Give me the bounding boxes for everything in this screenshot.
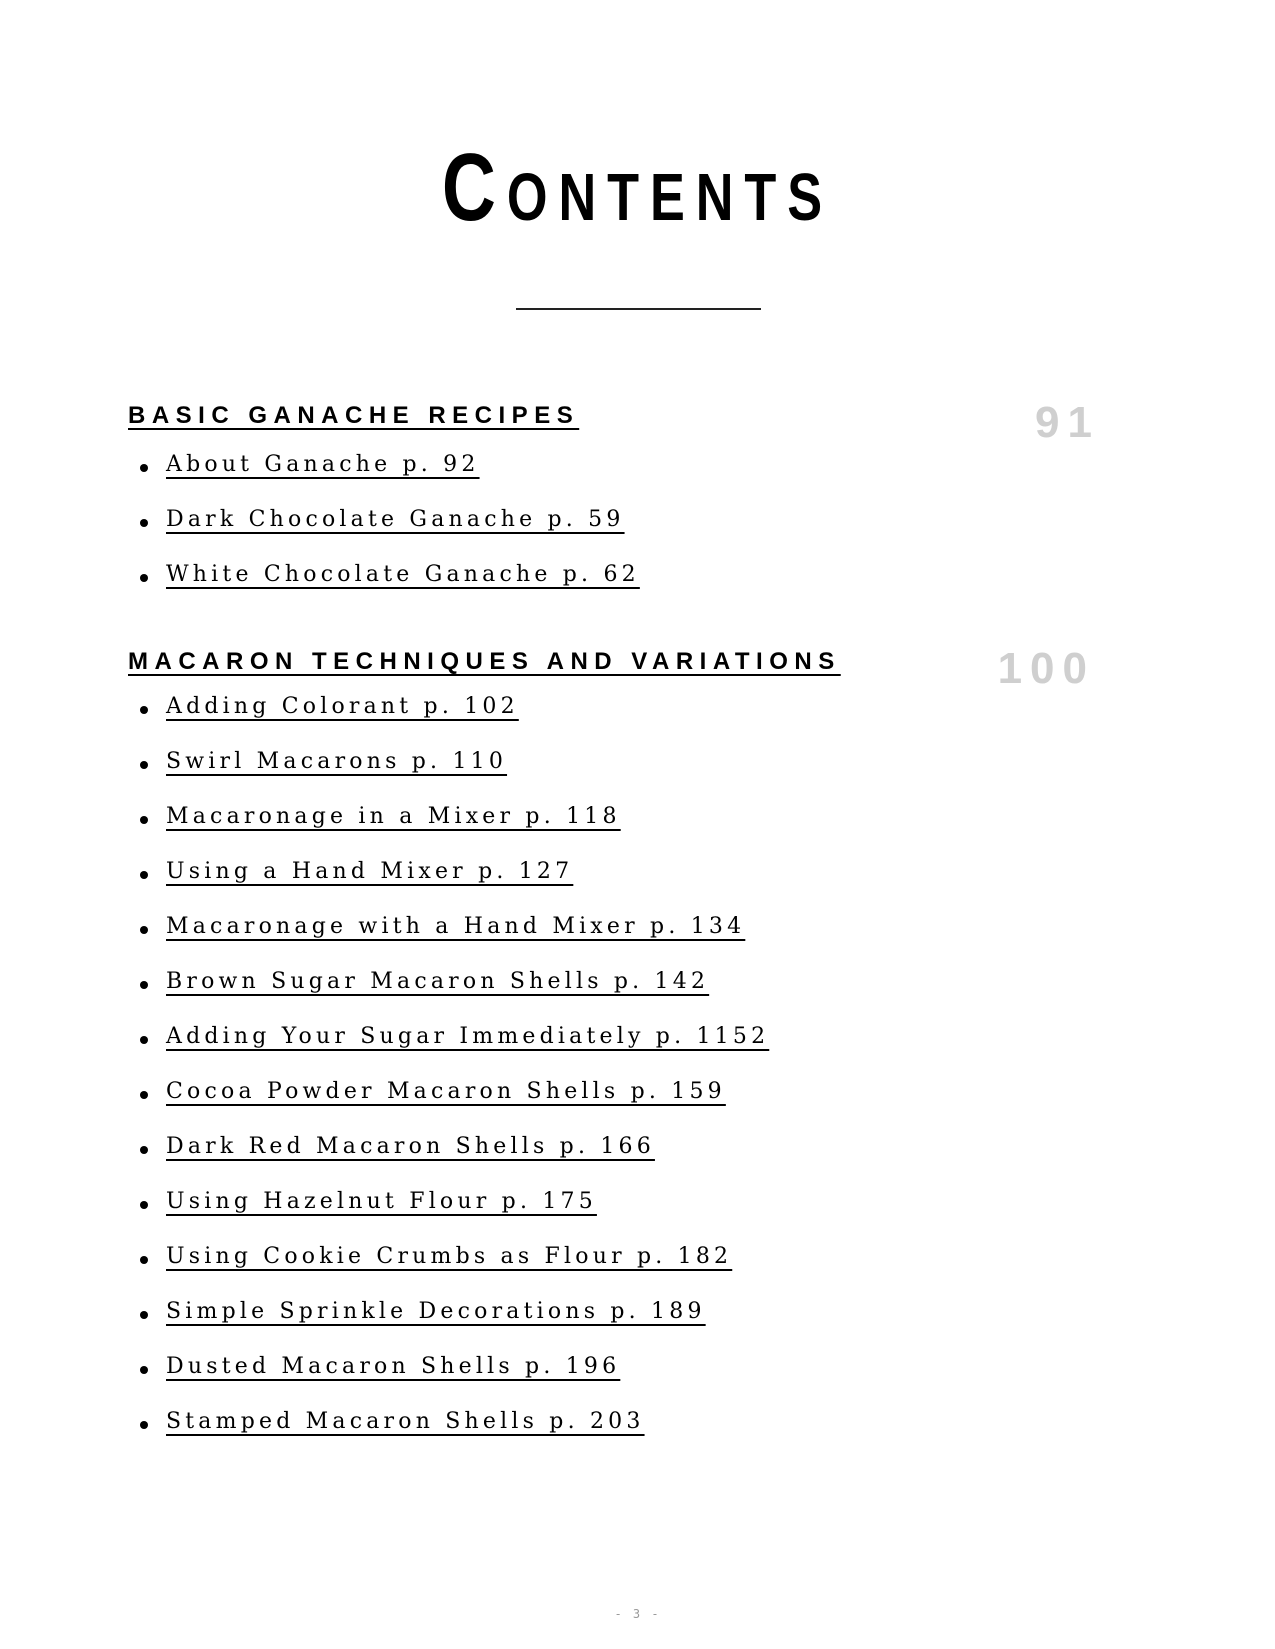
bullet-icon	[140, 706, 148, 714]
toc-link-simple-sprinkle-decorations[interactable]: Simple Sprinkle Decorations p. 189	[166, 1299, 706, 1324]
toc-link-dark-chocolate-ganache[interactable]: Dark Chocolate Ganache p. 59	[166, 507, 625, 532]
bullet-icon	[140, 871, 148, 879]
toc-link-using-hazelnut-flour[interactable]: Using Hazelnut Flour p. 175	[166, 1189, 597, 1214]
bullet-icon	[140, 1256, 148, 1264]
section-page-number-macaron-techniques: 100	[997, 644, 1095, 693]
bullet-icon	[140, 1036, 148, 1044]
title-divider	[516, 308, 761, 310]
bullet-icon	[140, 761, 148, 769]
section-page-number-basic-ganache: 91	[1035, 398, 1100, 447]
bullet-icon	[140, 519, 148, 527]
bullet-icon	[140, 981, 148, 989]
bullet-icon	[140, 1311, 148, 1319]
bullet-icon	[140, 464, 148, 472]
toc-link-adding-colorant[interactable]: Adding Colorant p. 102	[166, 694, 519, 719]
page-title: Contents	[441, 134, 834, 241]
bullet-icon	[140, 1146, 148, 1154]
bullet-icon	[140, 1201, 148, 1209]
bullet-icon	[140, 1421, 148, 1429]
toc-link-using-cookie-crumbs-as-flour[interactable]: Using Cookie Crumbs as Flour p. 182	[166, 1244, 733, 1269]
toc-link-white-chocolate-ganache[interactable]: White Chocolate Ganache p. 62	[166, 562, 640, 587]
toc-link-dark-red-macaron-shells[interactable]: Dark Red Macaron Shells p. 166	[166, 1134, 655, 1159]
toc-link-swirl-macarons[interactable]: Swirl Macarons p. 110	[166, 749, 508, 774]
toc-link-dusted-macaron-shells[interactable]: Dusted Macaron Shells p. 196	[166, 1354, 621, 1379]
section-heading-macaron-techniques[interactable]: MACARON TECHNIQUES AND VARIATIONS	[128, 648, 841, 675]
bullet-icon	[140, 926, 148, 934]
section-heading-basic-ganache[interactable]: BASIC GANACHE RECIPES	[128, 402, 580, 429]
toc-link-macaronage-in-a-mixer[interactable]: Macaronage in a Mixer p. 118	[166, 804, 621, 829]
bullet-icon	[140, 1091, 148, 1099]
bullet-icon	[140, 574, 148, 582]
bullet-icon	[140, 816, 148, 824]
toc-link-using-a-hand-mixer[interactable]: Using a Hand Mixer p. 127	[166, 859, 574, 884]
bullet-icon	[140, 1366, 148, 1374]
toc-link-cocoa-powder-macaron-shells[interactable]: Cocoa Powder Macaron Shells p. 159	[166, 1079, 726, 1104]
toc-link-adding-your-sugar-immediately[interactable]: Adding Your Sugar Immediately p. 1152	[166, 1024, 770, 1049]
toc-link-stamped-macaron-shells[interactable]: Stamped Macaron Shells p. 203	[166, 1409, 645, 1434]
toc-link-brown-sugar-macaron-shells[interactable]: Brown Sugar Macaron Shells p. 142	[166, 969, 710, 994]
toc-link-macaronage-with-a-hand-mixer[interactable]: Macaronage with a Hand Mixer p. 134	[166, 914, 746, 939]
footer-page-number: - 3 -	[614, 1607, 661, 1621]
toc-link-about-ganache[interactable]: About Ganache p. 92	[166, 452, 480, 477]
